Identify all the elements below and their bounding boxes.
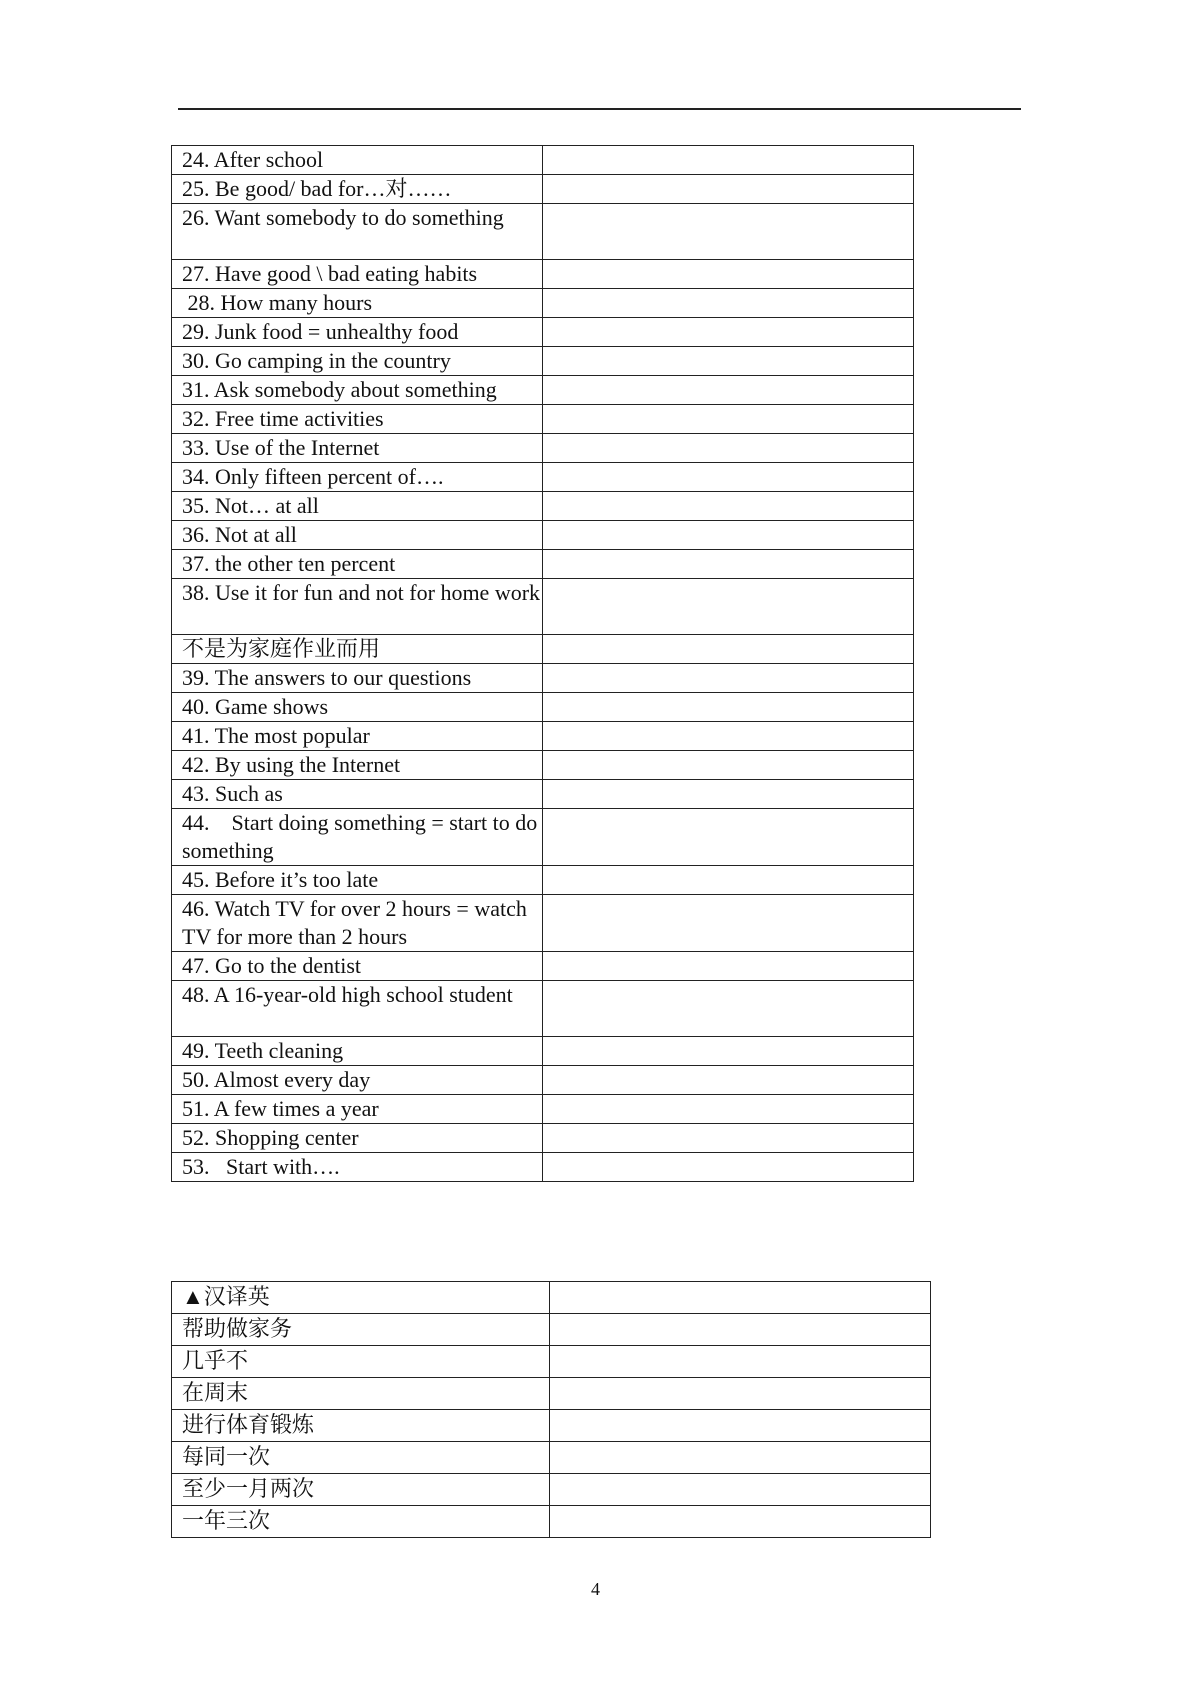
table-row	[172, 693, 914, 722]
chinese-phrase-cell: 进行体育锻炼	[172, 1410, 550, 1442]
table-row	[172, 780, 914, 809]
table-row	[172, 318, 914, 347]
translation-table	[171, 1281, 931, 1538]
phrase-cell: 40. Game shows	[172, 693, 543, 722]
answer-cell[interactable]	[543, 175, 914, 204]
answer-cell[interactable]	[543, 780, 914, 809]
answer-cell[interactable]	[543, 579, 914, 635]
phrase-cell: 不是为家庭作业而用	[172, 635, 543, 664]
phrase-cell: 30. Go camping in the country	[172, 347, 543, 376]
answer-cell[interactable]	[543, 1153, 914, 1182]
table-row	[172, 521, 914, 550]
phrase-cell: 24. After school	[172, 146, 543, 175]
table-row	[172, 635, 914, 664]
table-row	[172, 289, 914, 318]
table-row	[172, 1346, 931, 1378]
answer-cell[interactable]	[543, 550, 914, 579]
table-row	[172, 550, 914, 579]
answer-cell[interactable]	[543, 1124, 914, 1153]
phrase-cell: 38. Use it for fun and not for home work	[172, 579, 543, 635]
table-row	[172, 1442, 931, 1474]
table-row	[172, 1095, 914, 1124]
table-row	[172, 1378, 931, 1410]
phrase-cell: 27. Have good \ bad eating habits	[172, 260, 543, 289]
phrase-cell: 42. By using the Internet	[172, 751, 543, 780]
table-row	[172, 146, 914, 175]
table-row	[172, 260, 914, 289]
header-rule	[178, 108, 1021, 110]
table-row	[172, 1314, 931, 1346]
table-row	[172, 751, 914, 780]
english-answer-cell[interactable]	[550, 1346, 931, 1378]
chinese-phrase-cell: 在周末	[172, 1378, 550, 1410]
table-row	[172, 664, 914, 693]
table-row	[172, 809, 914, 866]
chinese-phrase-cell: 帮助做家务	[172, 1314, 550, 1346]
answer-cell[interactable]	[543, 318, 914, 347]
table-row	[172, 1153, 914, 1182]
table-row	[172, 1037, 914, 1066]
phrase-cell: 52. Shopping center	[172, 1124, 543, 1153]
page-number: 4	[591, 1579, 600, 1599]
phrase-cell: 25. Be good/ bad for…对……	[172, 175, 543, 204]
phrase-cell: 34. Only fifteen percent of….	[172, 463, 543, 492]
answer-cell[interactable]	[543, 463, 914, 492]
answer-cell[interactable]	[543, 1037, 914, 1066]
answer-cell[interactable]	[543, 204, 914, 260]
table-row	[172, 376, 914, 405]
phrase-cell: 39. The answers to our questions	[172, 664, 543, 693]
table-row	[172, 1506, 931, 1538]
answer-cell[interactable]	[543, 809, 914, 866]
answer-cell[interactable]	[543, 289, 914, 318]
phrase-cell: 53. Start with….	[172, 1153, 543, 1182]
phrase-cell: 31. Ask somebody about something	[172, 376, 543, 405]
answer-cell[interactable]	[543, 751, 914, 780]
answer-cell[interactable]	[543, 635, 914, 664]
table-row	[172, 952, 914, 981]
table-row	[172, 1474, 931, 1506]
phrase-cell: 33. Use of the Internet	[172, 434, 543, 463]
chinese-phrase-cell: 一年三次	[172, 1506, 550, 1538]
english-answer-cell[interactable]	[550, 1378, 931, 1410]
english-answer-cell[interactable]	[550, 1410, 931, 1442]
phrase-cell: 32. Free time activities	[172, 405, 543, 434]
phrase-cell: 46. Watch TV for over 2 hours = watch TV for more than 2 hours	[172, 895, 543, 952]
table-row	[172, 579, 914, 635]
answer-cell[interactable]	[543, 260, 914, 289]
phrase-cell: 37. the other ten percent	[172, 550, 543, 579]
table-row	[172, 895, 914, 952]
answer-cell[interactable]	[543, 895, 914, 952]
answer-cell[interactable]	[543, 492, 914, 521]
table-row	[172, 866, 914, 895]
phrase-cell: 35. Not… at all	[172, 492, 543, 521]
answer-cell[interactable]	[543, 521, 914, 550]
table-row	[172, 1124, 914, 1153]
answer-cell[interactable]	[543, 1095, 914, 1124]
phrase-cell: 44. Start doing something = start to do something	[172, 809, 543, 866]
phrase-cell: 43. Such as	[172, 780, 543, 809]
english-answer-cell[interactable]	[550, 1474, 931, 1506]
answer-cell[interactable]	[543, 434, 914, 463]
answer-cell[interactable]	[543, 722, 914, 751]
phrase-cell: 49. Teeth cleaning	[172, 1037, 543, 1066]
phrase-cell: 51. A few times a year	[172, 1095, 543, 1124]
chinese-phrase-cell: 至少一月两次	[172, 1474, 550, 1506]
chinese-phrase-cell: 每同一次	[172, 1442, 550, 1474]
table-row	[172, 1066, 914, 1095]
chinese-phrase-cell: 几乎不	[172, 1346, 550, 1378]
answer-cell[interactable]	[543, 981, 914, 1037]
table-row	[172, 981, 914, 1037]
phrase-cell: 26. Want somebody to do something	[172, 204, 543, 260]
table-row	[172, 347, 914, 376]
phrase-table	[171, 145, 914, 1182]
phrase-cell: 45. Before it’s too late	[172, 866, 543, 895]
table-row	[172, 175, 914, 204]
table-row	[172, 405, 914, 434]
table-row	[172, 492, 914, 521]
answer-cell[interactable]	[543, 347, 914, 376]
answer-cell[interactable]	[543, 376, 914, 405]
answer-cell[interactable]	[543, 1066, 914, 1095]
translation-header-answer[interactable]	[550, 1282, 931, 1314]
phrase-cell: 50. Almost every day	[172, 1066, 543, 1095]
answer-cell[interactable]	[543, 146, 914, 175]
table-row	[172, 204, 914, 260]
table-row	[172, 463, 914, 492]
english-answer-cell[interactable]	[550, 1442, 931, 1474]
phrase-cell: 28. How many hours	[172, 289, 543, 318]
answer-cell[interactable]	[543, 866, 914, 895]
phrase-cell: 29. Junk food = unhealthy food	[172, 318, 543, 347]
answer-cell[interactable]	[543, 405, 914, 434]
english-answer-cell[interactable]	[550, 1506, 931, 1538]
table-row	[172, 1410, 931, 1442]
answer-cell[interactable]	[543, 952, 914, 981]
phrase-cell: 47. Go to the dentist	[172, 952, 543, 981]
phrase-cell: 36. Not at all	[172, 521, 543, 550]
phrase-cell: 41. The most popular	[172, 722, 543, 751]
translation-header: ▲汉译英	[172, 1282, 550, 1314]
translation-header-row	[172, 1282, 931, 1314]
phrase-cell: 48. A 16-year-old high school student	[172, 981, 543, 1037]
table-row	[172, 722, 914, 751]
english-answer-cell[interactable]	[550, 1314, 931, 1346]
answer-cell[interactable]	[543, 664, 914, 693]
answer-cell[interactable]	[543, 693, 914, 722]
table-row	[172, 434, 914, 463]
